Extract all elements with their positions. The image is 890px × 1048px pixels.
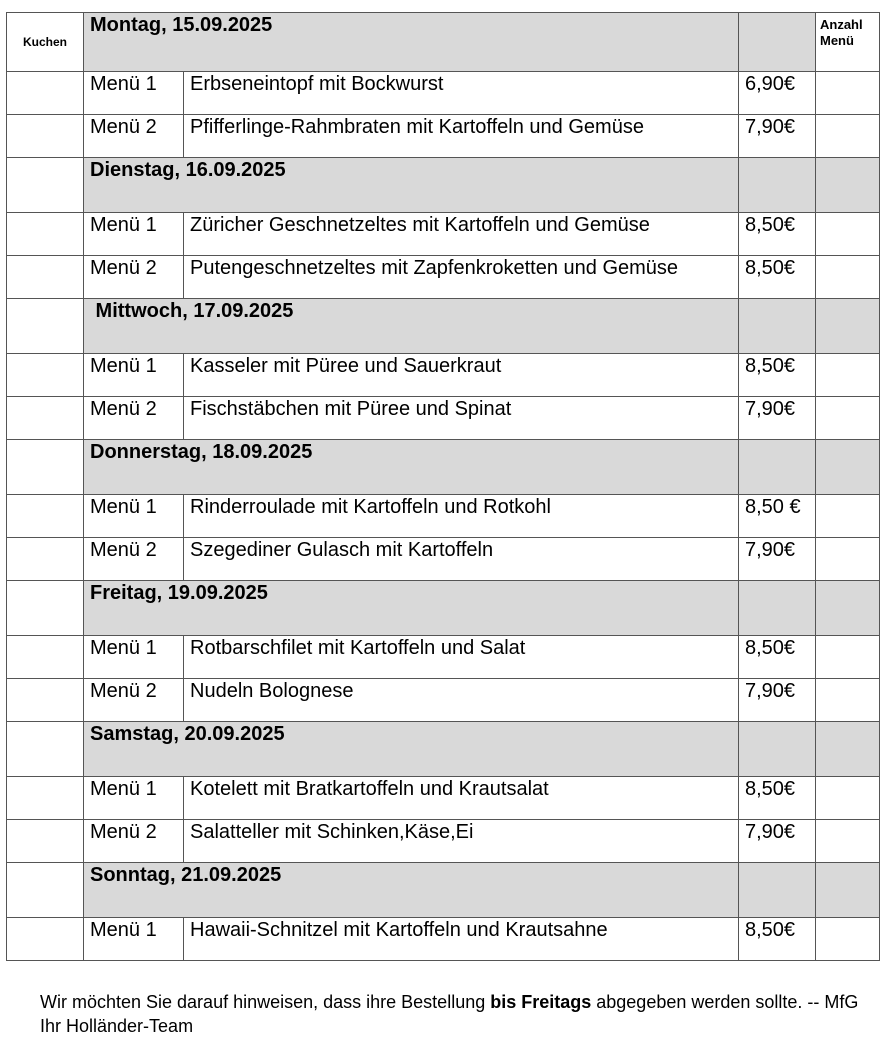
order-note-signoff: abgegeben werden sollte. -- MfG Ihr Holländer-Team: [40, 992, 859, 1036]
menu-table: [6, 12, 880, 961]
day-header-row: [7, 299, 880, 354]
order-note-text: Wir möchten Sie darauf hinweisen, dass ihre Bestellung: [40, 992, 491, 1012]
dish-name: Putengeschnetzeltes mit Zapfenkroketten und Gemüse: [184, 256, 739, 299]
menu-number: Menü 1: [84, 636, 184, 679]
kuchen-cell: [7, 679, 84, 722]
kuchen-cell: [7, 256, 84, 299]
menu-number: Menü 2: [84, 538, 184, 581]
menu-item-row: [7, 72, 880, 115]
anzahl-cell[interactable]: [816, 72, 880, 115]
menu-number: Menü 2: [84, 256, 184, 299]
day-header-row: [7, 581, 880, 636]
menu-number: Menü 1: [84, 213, 184, 256]
menu-price: 6,90€: [739, 72, 816, 115]
menu-price: 8,50€: [739, 918, 816, 961]
day-title: Samstag, 20.09.2025: [84, 722, 739, 777]
anzahl-cell[interactable]: [816, 820, 880, 863]
day-anzahl-cell: [816, 863, 880, 918]
kuchen-cell: [7, 538, 84, 581]
dish-name: Salatteller mit Schinken,Käse,Ei: [184, 820, 739, 863]
kuchen-cell: [7, 636, 84, 679]
kuchen-cell: [7, 354, 84, 397]
day-title: Montag, 15.09.2025: [84, 13, 739, 72]
kuchen-cell: [7, 581, 84, 636]
column-header-kuchen: Kuchen: [7, 13, 84, 72]
menu-item-row: [7, 256, 880, 299]
menu-price: 8,50€: [739, 256, 816, 299]
menu-price: 7,90€: [739, 115, 816, 158]
menu-item-row: [7, 115, 880, 158]
menu-number: Menü 1: [84, 918, 184, 961]
dish-name: Erbseneintopf mit Bockwurst: [184, 72, 739, 115]
kuchen-cell: [7, 158, 84, 213]
anzahl-cell[interactable]: [816, 679, 880, 722]
day-header-row: [7, 13, 880, 72]
day-title: Freitag, 19.09.2025: [84, 581, 739, 636]
dish-name: Rinderroulade mit Kartoffeln und Rotkohl: [184, 495, 739, 538]
menu-item-row: [7, 495, 880, 538]
kuchen-cell: [7, 115, 84, 158]
menu-item-row: [7, 213, 880, 256]
kuchen-cell: [7, 863, 84, 918]
menu-table-body: [7, 13, 880, 961]
kuchen-cell: [7, 213, 84, 256]
anzahl-cell[interactable]: [816, 636, 880, 679]
dish-name: Züricher Geschnetzeltes mit Kartoffeln und Gemüse: [184, 213, 739, 256]
day-anzahl-cell: [816, 299, 880, 354]
menu-item-row: [7, 538, 880, 581]
day-price-cell: [739, 722, 816, 777]
menu-item-row: [7, 636, 880, 679]
menu-price: 7,90€: [739, 397, 816, 440]
kuchen-cell: [7, 72, 84, 115]
anzahl-cell[interactable]: [816, 397, 880, 440]
menu-number: Menü 2: [84, 679, 184, 722]
menu-item-row: [7, 777, 880, 820]
menu-number: Menü 1: [84, 354, 184, 397]
kuchen-cell: [7, 820, 84, 863]
day-header-row: [7, 440, 880, 495]
menu-price: 8,50€: [739, 777, 816, 820]
kuchen-cell: [7, 397, 84, 440]
menu-number: Menü 1: [84, 72, 184, 115]
day-price-cell: [739, 863, 816, 918]
anzahl-cell[interactable]: [816, 538, 880, 581]
menu-number: Menü 1: [84, 495, 184, 538]
anzahl-cell[interactable]: [816, 495, 880, 538]
menu-number: Menü 2: [84, 397, 184, 440]
day-price-cell: [739, 299, 816, 354]
kuchen-cell: [7, 918, 84, 961]
dish-name: Kotelett mit Bratkartoffeln und Krautsalat: [184, 777, 739, 820]
dish-name: Nudeln Bolognese: [184, 679, 739, 722]
dish-name: Pfifferlinge-Rahmbraten mit Kartoffeln und Gemüse: [184, 115, 739, 158]
day-title: Dienstag, 16.09.2025: [84, 158, 739, 213]
menu-price: 8,50€: [739, 636, 816, 679]
day-header-row: [7, 722, 880, 777]
dish-name: Szegediner Gulasch mit Kartoffeln: [184, 538, 739, 581]
day-anzahl-cell: [816, 722, 880, 777]
menu-item-row: [7, 354, 880, 397]
menu-number: Menü 2: [84, 115, 184, 158]
day-header-row: [7, 863, 880, 918]
day-header-row: [7, 158, 880, 213]
menu-number: Menü 2: [84, 820, 184, 863]
day-anzahl-cell: [816, 440, 880, 495]
day-anzahl-cell: [816, 158, 880, 213]
day-title: Mittwoch, 17.09.2025: [84, 299, 739, 354]
anzahl-cell[interactable]: [816, 256, 880, 299]
menu-price: 8,50€: [739, 354, 816, 397]
dish-name: Fischstäbchen mit Püree und Spinat: [184, 397, 739, 440]
anzahl-cell[interactable]: [816, 213, 880, 256]
day-title: Donnerstag, 18.09.2025: [84, 440, 739, 495]
anzahl-cell[interactable]: [816, 777, 880, 820]
menu-item-row: [7, 679, 880, 722]
menu-item-row: [7, 397, 880, 440]
day-price-cell: [739, 581, 816, 636]
anzahl-cell[interactable]: [816, 354, 880, 397]
kuchen-cell: [7, 722, 84, 777]
menu-number: Menü 1: [84, 777, 184, 820]
column-header-anzahl: Anzahl Menü: [816, 13, 880, 72]
kuchen-cell: [7, 777, 84, 820]
day-title: Sonntag, 21.09.2025: [84, 863, 739, 918]
kuchen-cell: [7, 299, 84, 354]
menu-price: 8,50 €: [739, 495, 816, 538]
order-note: [40, 990, 860, 1038]
day-anzahl-cell: [816, 581, 880, 636]
day-price-cell: [739, 13, 816, 72]
menu-price: 8,50€: [739, 213, 816, 256]
menu-price: 7,90€: [739, 679, 816, 722]
anzahl-cell[interactable]: [816, 918, 880, 961]
menu-item-row: [7, 820, 880, 863]
menu-price: 7,90€: [739, 538, 816, 581]
anzahl-cell[interactable]: [816, 115, 880, 158]
day-price-cell: [739, 440, 816, 495]
kuchen-cell: [7, 440, 84, 495]
dish-name: Rotbarschfilet mit Kartoffeln und Salat: [184, 636, 739, 679]
dish-name: Kasseler mit Püree und Sauerkraut: [184, 354, 739, 397]
order-note-deadline: bis Freitags: [490, 992, 592, 1012]
menu-item-row: [7, 918, 880, 961]
dish-name: Hawaii-Schnitzel mit Kartoffeln und Krautsahne: [184, 918, 739, 961]
menu-price: 7,90€: [739, 820, 816, 863]
day-price-cell: [739, 158, 816, 213]
kuchen-cell: [7, 495, 84, 538]
